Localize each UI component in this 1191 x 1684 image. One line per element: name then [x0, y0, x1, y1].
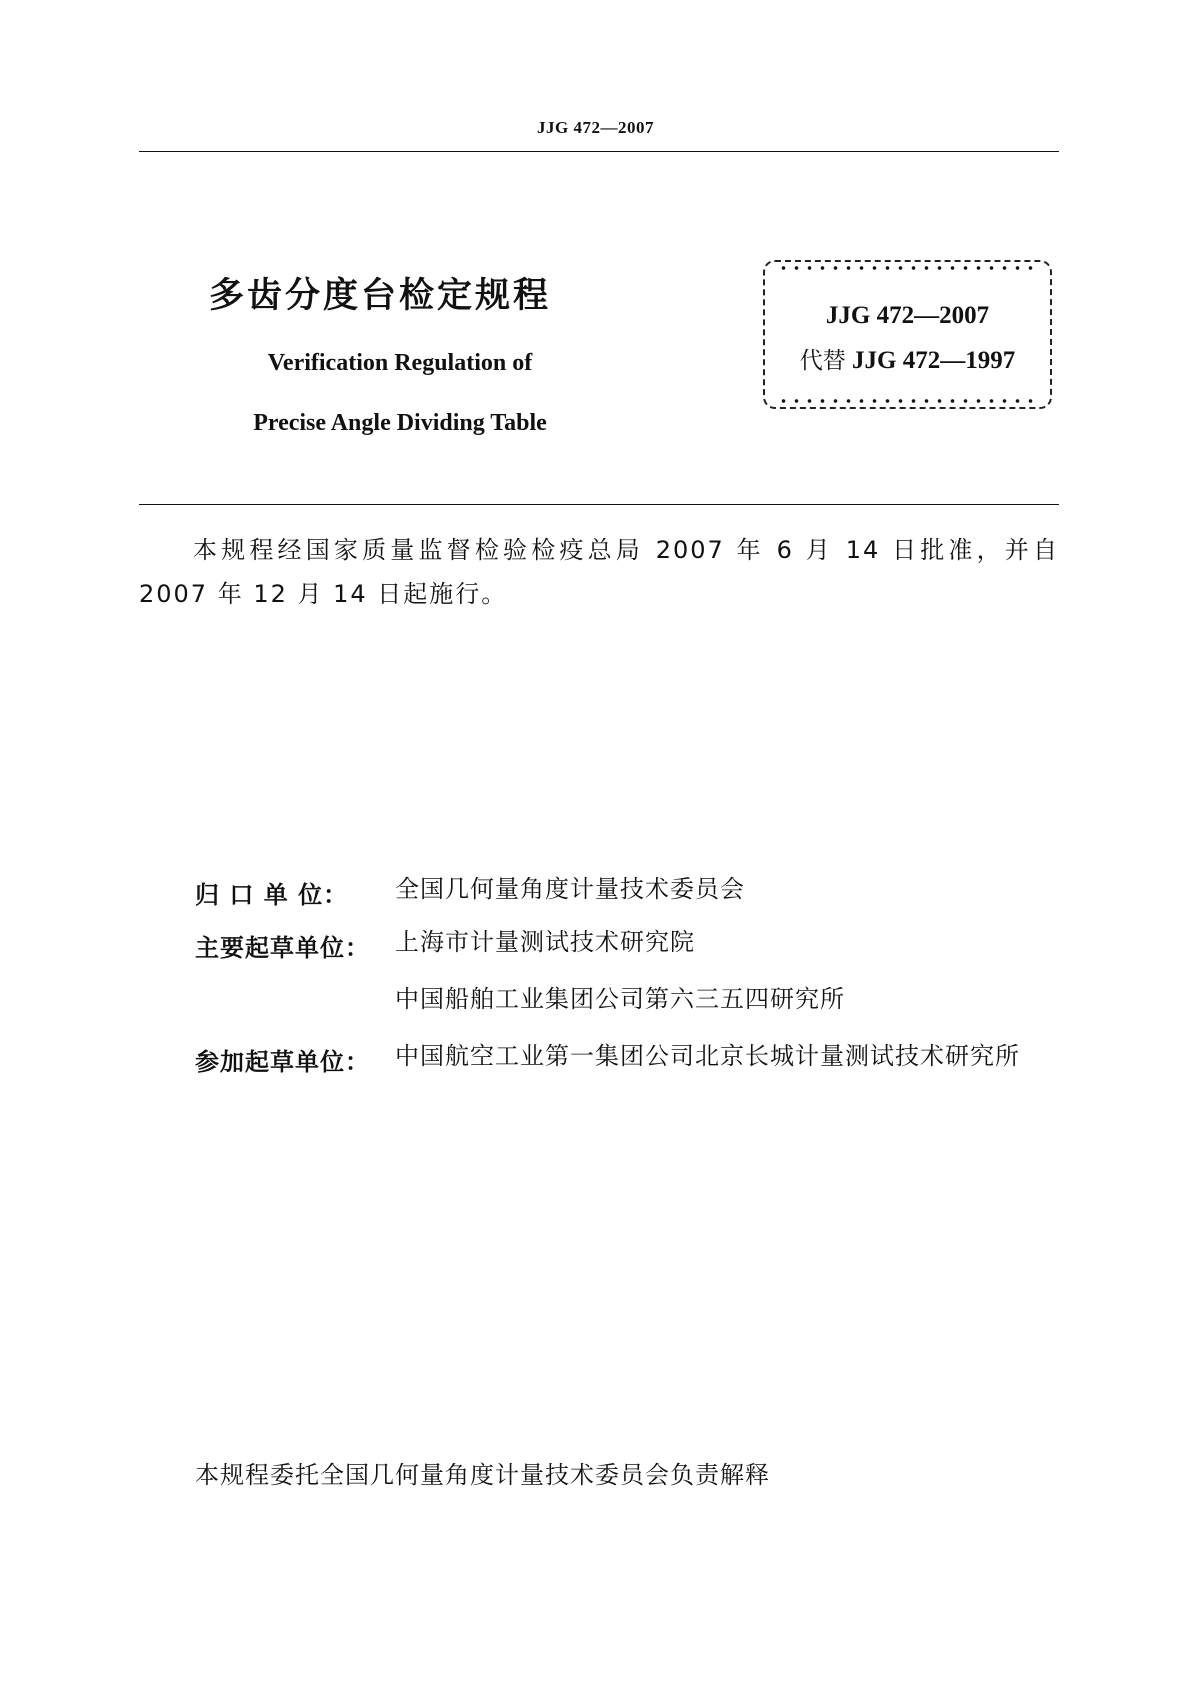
replaced-code: JJG 472—1997	[852, 347, 1016, 374]
main-drafter-value-1: 上海市计量测试技术研究院	[395, 928, 695, 956]
chinese-title: 多齿分度台检定规程	[208, 276, 551, 316]
participant-label: 参加起草单位：	[195, 1048, 370, 1076]
standard-code-box	[763, 260, 1052, 409]
replaces-prefix: 代替	[799, 348, 846, 374]
english-title-line-2: Precise Angle Dividing Table	[253, 410, 547, 436]
replaces-line	[765, 342, 1050, 375]
main-drafter-label: 主要起草单位：	[195, 934, 370, 962]
code-box-top-ornament	[777, 265, 1038, 271]
responsible-unit-label: 归 口 单 位：	[195, 881, 349, 909]
main-drafter-value-2: 中国船舶工业集团公司第六三五四研究所	[395, 985, 845, 1013]
english-title-line-1: Verification Regulation of	[267, 350, 533, 376]
title-section-rule	[139, 504, 1059, 505]
interpretation-note: 本规程委托全国几何量角度计量技术委员会负责解释	[195, 1461, 770, 1489]
header-rule	[139, 151, 1059, 152]
standard-code: JJG 472—2007	[825, 302, 990, 329]
code-box-bottom-ornament	[777, 398, 1038, 404]
running-header-code: JJG 472—2007	[537, 118, 654, 137]
approval-paragraph: 本规程经国家质量监督检验检疫总局 2007 年 6 月 14 日批准，并自 2007 年 12 月 14 日起施行。	[139, 536, 1059, 608]
participant-value: 中国航空工业第一集团公司北京长城计量测试技术研究所	[395, 1042, 1020, 1070]
responsible-unit-value: 全国几何量角度计量技术委员会	[395, 875, 745, 903]
